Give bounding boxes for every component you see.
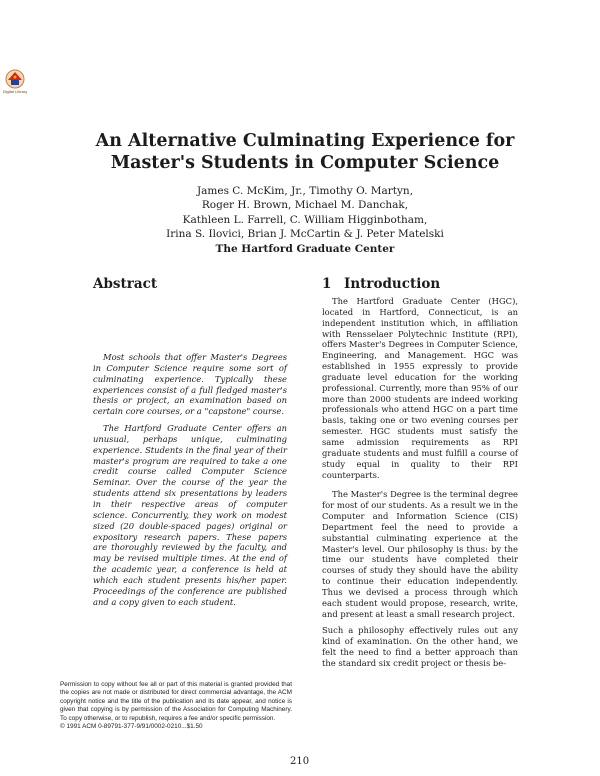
- author-line-2: Roger H. Brown, Michael M. Danchak,: [201, 199, 409, 212]
- intro-paragraph-2: The Master's Degree is the terminal degree for most of our students. As a result we in the Computer and Information Science (CIS) Department feel the need to provide a substantial culminating experience at the Master's level. Our philosophy is thus: by the time our students have completed their courses of study they should have the ability to continue their education independently. Thus we devised a process through which each student would propose, research, write, and present at least a small research project.: [322, 489, 518, 619]
- author-list: [60, 184, 550, 256]
- introduction-body: [322, 296, 518, 675]
- section-title: Introduction: [344, 276, 441, 292]
- copyright-line: © 1991 ACM 0-89791-377-9/91/0002-0210...$1.50: [60, 723, 203, 731]
- abstract-paragraph-2: The Hartford Graduate Center offers an unusual, perhaps unique, culminating experience. Students in the final year of their master's program are required to take a one credit course called Computer Science Seminar. Over the course of the year the students attend six presentations by leaders in their respective areas of computer science. Concurrently, they work on modest sized (20 double-spaced pages) original or expository research papers. These papers are thoroughly reviewed by the faculty, and may be revised multiple times. At the end of the academic year, a conference is held at which each student presents his/her paper. Proceedings of the conference are published and a copy given to each student.: [93, 423, 287, 607]
- abstract-body: [93, 352, 287, 613]
- abstract-paragraph-1: Most schools that offer Master's Degrees in Computer Science require some sort of culminating experience. Typically these experiences consist of a full fledged master's thesis or project, an examination based on certain core courses, or a "capstone" course.: [93, 352, 287, 417]
- author-line-3: Kathleen L. Farrell, C. William Higginbotham,: [182, 213, 428, 226]
- page-number: 210: [290, 756, 310, 767]
- section-number: 1: [322, 276, 332, 292]
- abstract-heading: Abstract: [93, 276, 158, 292]
- title-line-2: Master's Students in Computer Science: [110, 153, 500, 173]
- paper-title: [60, 130, 550, 174]
- library-emblem-icon: [3, 68, 27, 90]
- author-line-4: Irina S. Ilovici, Brian J. McCartin & J. Peter Matelski: [166, 228, 444, 241]
- author-line-1: James C. McKim, Jr., Timothy O. Martyn,: [196, 185, 414, 197]
- author-institution: The Hartford Graduate Center: [215, 242, 395, 255]
- title-line-1: An Alternative Culminating Experience for: [95, 131, 515, 151]
- logo-caption: Digital Library: [2, 89, 28, 94]
- intro-paragraph-3: Such a philosophy effectively rules out any kind of examination. On the other hand, we felt the need to find a better approach than the standard six credit project or thesis be-: [322, 625, 518, 668]
- introduction-heading: [322, 276, 440, 292]
- permission-text: Permission to copy without fee all or part of this material is granted provided that the copies are not made or distributed for direct commercial advantage, the ACM copyright notice and the title of the publication and its date appear, and notice is given that copying is by permission of the Association for Computing Machinery. To copy otherwise, or to republish, requires a fee and/or specific permission.: [60, 681, 292, 722]
- copyright-notice: [60, 681, 292, 731]
- intro-paragraph-1: The Hartford Graduate Center (HGC), located in Hartford, Connecticut, is an independent institution which, in affiliation with Rensselaer Polytechnic Institute (RPI), offers Master's Degrees in Computer Science, Engineering, and Management. HGC was established in 1955 expressly to provide graduate level education for the working professional. Currently, more than 95% of our more than 2000 students are indeed working professionals who attend HGC on a part time basis, taking one or two evening courses per semester. HGC students must satisfy the same admission requirements as RPI graduate students and must fulfill a course of study equal in quality to their RPI counterparts.: [322, 296, 518, 480]
